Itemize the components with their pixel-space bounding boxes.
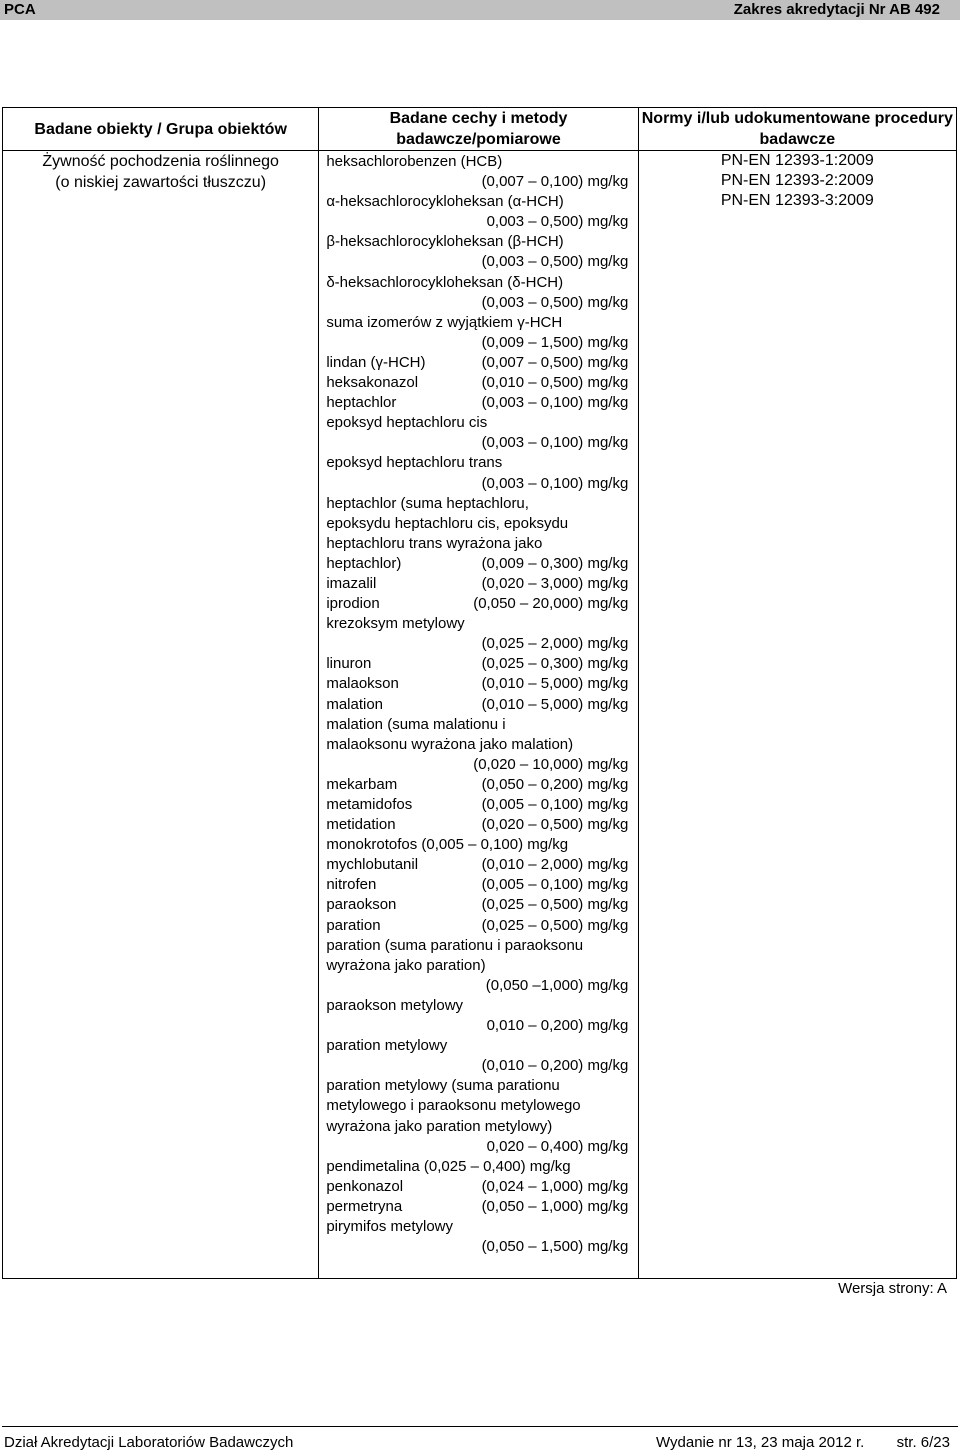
footer-department: Dział Akredytacji Laboratoriów Badawczych — [4, 1434, 294, 1451]
param-row — [326, 835, 628, 855]
param-row — [326, 273, 628, 293]
param-range: 0,003 – 0,500) mg/kg — [486, 213, 629, 231]
param-row — [326, 453, 628, 473]
param-range: (0,010 – 0,200) mg/kg — [481, 1057, 629, 1075]
param-row — [326, 413, 628, 433]
param-row — [326, 695, 628, 715]
param-name: metylowego i paraoksonu metylowego — [326, 1097, 581, 1115]
param-row — [326, 393, 628, 413]
param-row — [326, 1137, 628, 1157]
param-row — [326, 534, 628, 554]
object-group-line: Żywność pochodzenia roślinnego — [42, 153, 279, 170]
param-range: (0,024 – 1,000) mg/kg — [481, 1177, 629, 1195]
accreditation-table — [2, 107, 957, 1279]
param-name: monokrotofos (0,005 – 0,100) mg/kg — [326, 836, 569, 854]
param-row — [326, 1157, 628, 1177]
param-range: (0,010 – 2,000) mg/kg — [481, 856, 629, 874]
param-row — [326, 1197, 628, 1217]
param-row — [326, 252, 628, 272]
norm-item: PN-EN 12393-1:2009 — [720, 152, 874, 169]
param-row — [326, 1016, 628, 1036]
param-range: (0,050 –1,000) mg/kg — [485, 976, 629, 994]
param-row — [326, 1096, 628, 1116]
param-row — [326, 815, 628, 835]
param-name: suma izomerów z wyjątkiem γ-HCH — [326, 313, 563, 331]
param-row — [326, 1117, 628, 1137]
param-row — [326, 212, 628, 232]
param-row — [326, 152, 628, 172]
param-row — [326, 976, 628, 996]
param-row — [326, 956, 628, 976]
param-row — [326, 554, 628, 574]
param-row — [326, 875, 628, 895]
param-name: wyrażona jako paration) — [326, 956, 486, 974]
object-group-line: (o niskiej zawartości tłuszczu) — [55, 174, 267, 191]
param-row — [326, 333, 628, 353]
param-range: (0,005 – 0,100) mg/kg — [481, 796, 629, 813]
param-row — [326, 494, 628, 514]
param-range: (0,020 – 0,500) mg/kg — [481, 816, 629, 834]
param-row — [326, 474, 628, 494]
object-group-cell — [3, 151, 319, 1279]
param-row — [326, 172, 628, 192]
param-name: paration metylowy (suma parationu — [326, 1077, 560, 1095]
param-name: α-heksachlorocykloheksan (α-HCH) — [326, 193, 564, 211]
param-name: mekarbam — [326, 775, 398, 793]
param-name: metamidofos — [326, 796, 413, 813]
param-row — [326, 755, 628, 775]
param-range: (0,010 – 5,000) mg/kg — [481, 675, 629, 693]
page-version: Wersja strony: A — [838, 1280, 947, 1297]
param-row — [326, 232, 628, 252]
param-name: penkonazol — [326, 1177, 404, 1195]
param-row — [326, 735, 628, 755]
param-range: (0,010 – 5,000) mg/kg — [481, 695, 629, 713]
param-row — [326, 795, 628, 815]
param-name: lindan (γ-HCH) — [326, 353, 426, 371]
param-name: heptachlor — [326, 394, 397, 412]
norms-cell — [638, 151, 956, 1279]
param-name: imazalil — [326, 574, 377, 592]
param-range: (0,007 – 0,100) mg/kg — [481, 173, 629, 191]
param-name: epoksydu heptachloru cis, epoksydu — [326, 514, 569, 532]
param-name: heksakonazol — [326, 374, 419, 392]
param-name: krezoksym metylowy — [326, 615, 465, 633]
param-name: heptachlor) — [326, 554, 402, 572]
param-range: 0,020 – 0,400) mg/kg — [486, 1137, 629, 1155]
params-cell — [319, 151, 638, 1279]
param-name: epoksyd heptachloru trans — [326, 454, 503, 472]
param-range: (0,025 – 0,500) mg/kg — [481, 896, 629, 914]
param-row — [326, 1177, 628, 1197]
param-name: paration metylowy — [326, 1037, 448, 1055]
param-range: (0,050 – 1,000) mg/kg — [481, 1197, 629, 1215]
footer-page-number: str. 6/23 — [896, 1434, 950, 1451]
param-name: mychlobutanil — [326, 856, 419, 874]
param-row — [326, 373, 628, 393]
param-name: heksachlorobenzen (HCB) — [326, 153, 503, 170]
param-row — [326, 1056, 628, 1076]
param-name: malaoksonu wyrażona jako malation) — [326, 735, 574, 753]
footer-edition: Wydanie nr 13, 23 maja 2012 r. — [656, 1434, 865, 1451]
param-range: 0,010 – 0,200) mg/kg — [486, 1017, 629, 1035]
param-range: (0,025 – 0,300) mg/kg — [481, 655, 629, 673]
param-row — [326, 674, 628, 694]
norm-item: PN-EN 12393-2:2009 — [720, 172, 874, 189]
param-range: (0,003 – 0,500) mg/kg — [481, 253, 629, 271]
param-name: epoksyd heptachloru cis — [326, 414, 488, 432]
param-row — [326, 996, 628, 1016]
param-row — [326, 433, 628, 453]
param-range: (0,005 – 0,100) mg/kg — [481, 876, 629, 894]
param-row — [326, 353, 628, 373]
footer-divider — [2, 1426, 958, 1427]
params-list — [319, 151, 628, 1257]
param-row — [326, 1237, 628, 1257]
param-name: paraokson metylowy — [326, 996, 464, 1014]
param-name: paration — [326, 916, 381, 934]
col-header-norms: Normy i/lub udokumentowane procedury badawcze — [638, 108, 956, 151]
param-row — [326, 895, 628, 915]
param-row — [326, 775, 628, 795]
param-range: (0,050 – 0,200) mg/kg — [481, 775, 629, 793]
param-row — [326, 614, 628, 634]
param-row — [326, 594, 628, 614]
param-row — [326, 855, 628, 875]
param-row — [326, 574, 628, 594]
param-range: (0,009 – 0,300) mg/kg — [481, 554, 629, 572]
header-left-label: PCA — [4, 1, 36, 18]
param-row — [326, 1217, 628, 1237]
param-row — [326, 514, 628, 534]
param-range: (0,020 – 10,000) mg/kg — [473, 755, 629, 773]
param-row — [326, 313, 628, 333]
param-row — [326, 916, 628, 936]
param-name: malation (suma malationu i — [326, 715, 506, 733]
param-name: β-heksachlorocykloheksan (β-HCH) — [326, 233, 564, 251]
param-row — [326, 634, 628, 654]
param-name: pirymifos metylowy — [326, 1217, 454, 1235]
param-name: heptachlor (suma heptachloru, — [326, 494, 529, 512]
param-range: (0,009 – 1,500) mg/kg — [481, 333, 629, 351]
param-range: (0,020 – 3,000) mg/kg — [481, 574, 629, 592]
param-range: (0,003 – 0,100) mg/kg — [481, 394, 629, 412]
param-name: linuron — [326, 655, 372, 673]
param-row — [326, 1076, 628, 1096]
param-row — [326, 936, 628, 956]
param-range: (0,003 – 0,100) mg/kg — [481, 474, 629, 492]
header-right-label: Zakres akredytacji Nr AB 492 — [733, 1, 940, 18]
page-header-bar — [0, 0, 960, 20]
param-name: paraokson — [326, 896, 397, 914]
param-name: malation — [326, 695, 384, 713]
param-range: (0,025 – 2,000) mg/kg — [481, 635, 629, 653]
param-row — [326, 293, 628, 313]
param-range: (0,003 – 0,500) mg/kg — [481, 293, 629, 311]
param-name: paration (suma parationu i paraoksonu — [326, 936, 584, 954]
param-name: metidation — [326, 816, 396, 834]
col-header-objects: Badane obiekty / Grupa obiektów — [3, 108, 319, 151]
param-range: (0,050 – 1,500) mg/kg — [481, 1238, 629, 1256]
param-row — [326, 715, 628, 735]
param-name: permetryna — [326, 1197, 403, 1215]
param-name: iprodion — [326, 595, 380, 613]
param-range: (0,007 – 0,500) mg/kg — [481, 353, 629, 371]
param-row — [326, 654, 628, 674]
param-name: wyrażona jako paration metylowy) — [326, 1117, 553, 1135]
param-range: (0,003 – 0,100) mg/kg — [481, 434, 629, 452]
param-name: δ-heksachlorocykloheksan (δ-HCH) — [326, 273, 564, 291]
param-range: (0,010 – 0,500) mg/kg — [481, 374, 629, 392]
param-range: (0,050 – 20,000) mg/kg — [473, 595, 629, 613]
param-name: heptachloru trans wyrażona jako — [326, 534, 543, 552]
param-name: nitrofen — [326, 876, 377, 894]
norm-item: PN-EN 12393-3:2009 — [720, 192, 874, 209]
param-row — [326, 1036, 628, 1056]
param-range: (0,025 – 0,500) mg/kg — [481, 916, 629, 934]
col-header-methods: Badane cechy i metody badawcze/pomiarowe — [319, 108, 638, 151]
param-name: pendimetalina (0,025 – 0,400) mg/kg — [326, 1157, 571, 1175]
param-row — [326, 192, 628, 212]
param-name: malaokson — [326, 675, 399, 693]
